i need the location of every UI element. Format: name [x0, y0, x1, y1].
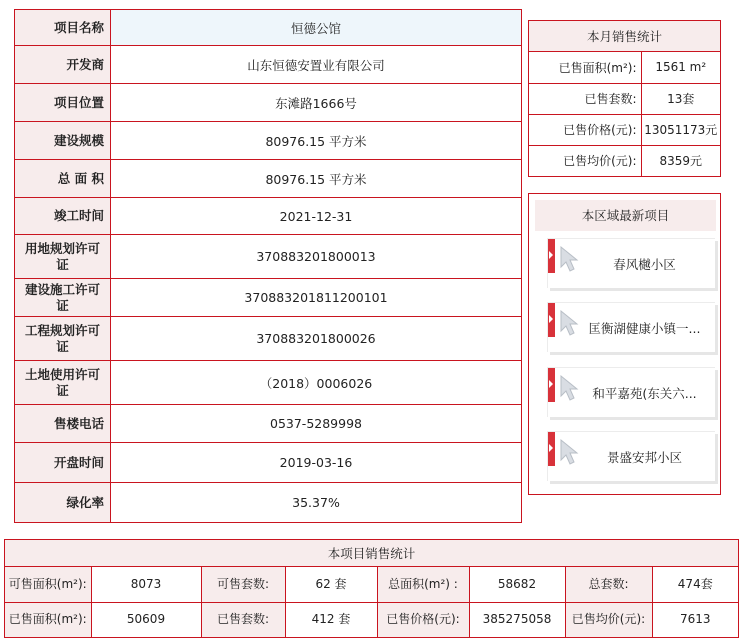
project-info-row: [15, 198, 522, 235]
info-label: 工程规划许可证: [15, 317, 111, 361]
monthly-row-sold-units: [529, 83, 720, 114]
project-info-row: [15, 84, 522, 122]
mouse-cursor-icon: [558, 438, 586, 466]
project-info-row: [15, 46, 522, 84]
sales-label: 总套数:: [565, 567, 652, 602]
project-info-panel: [14, 9, 522, 522]
sales-label: 已售价格(元):: [377, 602, 469, 637]
info-value: 山东恒德安置业有限公司: [111, 46, 522, 84]
project-sales-title: 本项目销售统计: [5, 540, 738, 567]
mouse-cursor-icon: [558, 309, 586, 337]
project-info-row: [15, 10, 522, 46]
recent-project-link[interactable]: [547, 238, 715, 288]
project-info-row: [15, 317, 522, 361]
info-label: 建设施工许可证: [15, 279, 111, 317]
recent-project-link[interactable]: [547, 431, 715, 481]
monthly-sales-title: 本月销售统计: [529, 21, 720, 52]
info-value: 恒德公馆: [111, 10, 522, 46]
info-label: 开盘时间: [15, 443, 111, 483]
project-info-table: [14, 9, 522, 523]
red-tab-arrow-icon: [548, 303, 555, 337]
info-label: 建设规模: [15, 122, 111, 160]
project-sales-row: [5, 602, 738, 637]
info-label: 总 面 积: [15, 160, 111, 198]
monthly-label: 已售价格(元):: [529, 114, 641, 145]
info-label: 项目位置: [15, 84, 111, 122]
info-label: 土地使用许可证: [15, 361, 111, 405]
recent-project-name: 和平嘉苑(东关六...: [592, 386, 697, 401]
info-value: 370883201800026: [111, 317, 522, 361]
info-value: （2018）0006026: [111, 361, 522, 405]
monthly-value: 1561 m²: [655, 60, 707, 75]
project-info-row: [15, 235, 522, 279]
recent-project-name: 匡衡湖健康小镇一...: [588, 321, 701, 336]
info-label: 项目名称: [15, 10, 111, 46]
project-info-row: [15, 443, 522, 483]
mouse-cursor-icon: [558, 245, 586, 273]
monthly-label: 已售均价(元):: [529, 145, 641, 176]
recent-project-name: 春风樾小区: [613, 257, 676, 272]
info-value: 0537-5289998: [111, 405, 522, 443]
sales-value: 7613: [679, 612, 711, 627]
info-label: 售楼电话: [15, 405, 111, 443]
recent-projects-panel: [528, 193, 721, 495]
monthly-sales-panel: [528, 20, 721, 177]
sales-value: 50609: [91, 602, 201, 637]
recent-project-name: 景盛安邦小区: [606, 450, 682, 465]
monthly-value: 8359元: [641, 145, 720, 176]
project-info-row: [15, 405, 522, 443]
red-tab-arrow-icon: [548, 368, 555, 402]
info-value: 80976.15 平方米: [111, 160, 522, 198]
project-info-row: [15, 483, 522, 523]
project-sales-panel: [4, 539, 739, 638]
sales-value: 412 套: [285, 602, 377, 637]
info-value: 370883201800013: [111, 235, 522, 279]
red-tab-arrow-icon: [548, 432, 555, 466]
info-value: 35.37%: [111, 483, 522, 523]
info-label: 竣工时间: [15, 198, 111, 235]
sales-value: 385275058: [469, 602, 565, 637]
project-sales-row: [5, 567, 738, 602]
monthly-label: 已售面积(m²):: [529, 52, 641, 83]
project-info-row: [15, 122, 522, 160]
sales-value: 474套: [652, 567, 738, 602]
monthly-sales-table: [529, 52, 720, 176]
sales-label: 可售面积(m²):: [5, 567, 91, 602]
sales-label: 已售套数:: [201, 602, 285, 637]
project-info-row: [15, 160, 522, 198]
recent-project-link[interactable]: [547, 367, 715, 417]
project-info-row: [15, 279, 522, 317]
info-label: 用地规划许可证: [15, 235, 111, 279]
sales-value: 58682: [469, 567, 565, 602]
sales-label: 已售均价(元):: [565, 602, 652, 637]
info-value: 2019-03-16: [111, 443, 522, 483]
monthly-row-sold-price: [529, 114, 720, 145]
monthly-row-average-price: [529, 145, 720, 176]
recent-projects-title: 本区域最新项目: [535, 200, 716, 231]
info-label: 开发商: [15, 46, 111, 84]
project-sales-table: [5, 567, 738, 637]
sales-label: 总面积(m²) :: [377, 567, 469, 602]
info-label: 绿化率: [15, 483, 111, 523]
info-value: 东滩路1666号: [111, 84, 522, 122]
monthly-row-sold-area: [529, 52, 720, 83]
monthly-value: 13套: [641, 83, 720, 114]
sales-label: 可售套数:: [201, 567, 285, 602]
info-value: 80976.15 平方米: [111, 122, 522, 160]
sales-value: 8073: [91, 567, 201, 602]
mouse-cursor-icon: [558, 374, 586, 402]
project-info-row: [15, 361, 522, 405]
sales-value: 62 套: [285, 567, 377, 602]
info-value: 2021-12-31: [111, 198, 522, 235]
recent-project-link[interactable]: [547, 302, 715, 352]
sales-label: 已售面积(m²):: [5, 602, 91, 637]
monthly-label: 已售套数:: [529, 83, 641, 114]
monthly-value: 13051173元: [641, 114, 720, 145]
red-tab-arrow-icon: [548, 239, 555, 273]
info-value: 370883201811200101: [111, 279, 522, 317]
